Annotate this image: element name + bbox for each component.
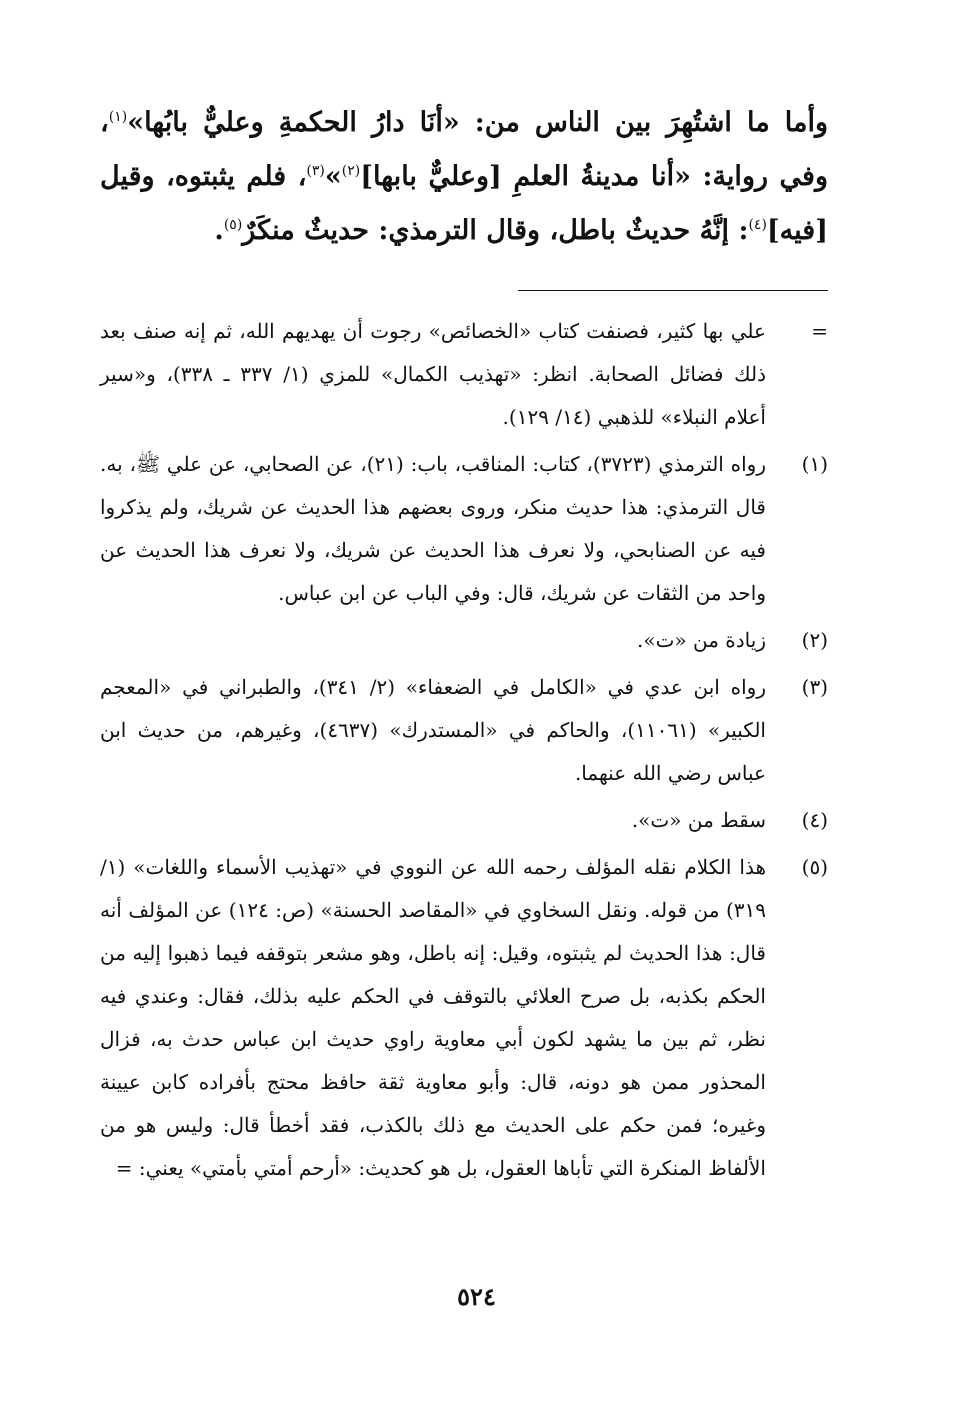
main-text-part: ، فلم يثبتوه، وقيل [فيه] (100, 161, 828, 246)
page-number: ٥٢٤ (457, 1282, 496, 1311)
footnote-text: زيادة من «ت». (636, 628, 766, 652)
footnote-ref: (٥) (223, 217, 243, 233)
footnote-text: هذا الكلام نقله المؤلف رحمه الله عن النووي في «تهذيب الأسماء واللغات» (١/ ٣١٩) من قوله. ونقل السخاوي في «المقاصد الحسنة» (ص: ١٢٤) عن المؤلف أنه قال: هذا الحديث لم يثبتوه، وقيل: إنه باطل، وهو مشعر بتوقفه فيما ذهبوا إليه من الحكم بكذبه، بل صرح العلائي بالتوقف في الحكم عليه بذلك، فقال: وعندي فيه نظر، ثم بين ما يشهد لكون أبي معاوية راوي حديث ابن عباس حدث به، فزال المحذور ممن هو دونه، قال: وأبو معاوية ثقة حافظ محتج بأفراده كابن عيينة وغيره؛ فمن حكم على الحديث مع ذلك بالكذب، فقد أخطأ قال: وليس هو من الألفاظ المنكرة التي تأباها العقول، بل هو كحديث: «أرحم أمتي بأمتي» يعني: = (100, 855, 766, 1180)
footnote (100, 799, 828, 842)
footnote-ref: (١) (108, 109, 128, 125)
main-text-part: وأما ما اشتُهِرَ بين الناس من: «أنَا دارُ الحكمةِ وعليٌّ بابُها» (127, 107, 828, 138)
main-text-part: ، وفي رواية: «أنا مدينةُ العلمِ [وعليٌّ بابها] (100, 107, 828, 192)
footnote-number: (٢) (801, 628, 828, 652)
footnote-ref: (٢) (341, 163, 361, 179)
footnote (100, 310, 828, 439)
footnote (100, 846, 828, 1190)
footnote (100, 619, 828, 662)
footnote-text: سقط من «ت». (631, 808, 766, 832)
footnotes (100, 310, 828, 1194)
footnote-number: (٤) (801, 808, 828, 832)
footnote-text: رواه الترمذي (٣٧٢٣)، كتاب: المناقب، باب: (٢١)، عن الصحابي، عن علي ﷺ، به. قال الترمذي: هذا حديث منكر، وروى بعضهم هذا الحديث عن شريك، ولم يذكروا فيه عن الصنابحي، ولا نعرف هذا الحديث عن شريك، ولا نعرف هذا الحديث عن واحد من الثقات عن شريك، قال: وفي الباب عن ابن عباس. (100, 452, 766, 605)
main-paragraph (100, 96, 828, 258)
footnote (100, 443, 828, 615)
footnote-ref: (٣) (306, 163, 325, 179)
main-text (100, 96, 828, 258)
footnote (100, 666, 828, 795)
main-text-part: » (324, 161, 342, 192)
footnote-text: رواه ابن عدي في «الكامل في الضعفاء» (٢/ ٣٤١)، والطبراني في «المعجم الكبير» (١١٠٦١)، والحاكم في «المستدرك» (٤٦٣٧)، وغيرهم، من حديث ابن عباس رضي الله عنهما. (100, 675, 766, 785)
footnote-number: = (811, 319, 828, 343)
footnote-ref: (٤) (748, 217, 767, 233)
footnote-number: (٥) (801, 855, 828, 879)
main-text-part: . (214, 215, 224, 246)
footnote-number: (١) (801, 452, 828, 476)
footnote-separator (518, 290, 828, 291)
main-text-part: : إنَّهُ حديثٌ باطل، وقال الترمذي: حديثٌ منكَرٌ (242, 215, 749, 246)
footnote-number: (٣) (801, 675, 828, 699)
footnote-text: علي بها كثير، فصنفت كتاب «الخصائص» رجوت أن يهديهم الله، ثم إنه صنف بعد ذلك فضائل الصحابة. انظر: «تهذيب الكمال» للمزي (١/ ٣٣٧ ـ ٣٣٨)، و«سير أعلام النبلاء» للذهبي (١٤/ ١٢٩). (100, 319, 766, 429)
